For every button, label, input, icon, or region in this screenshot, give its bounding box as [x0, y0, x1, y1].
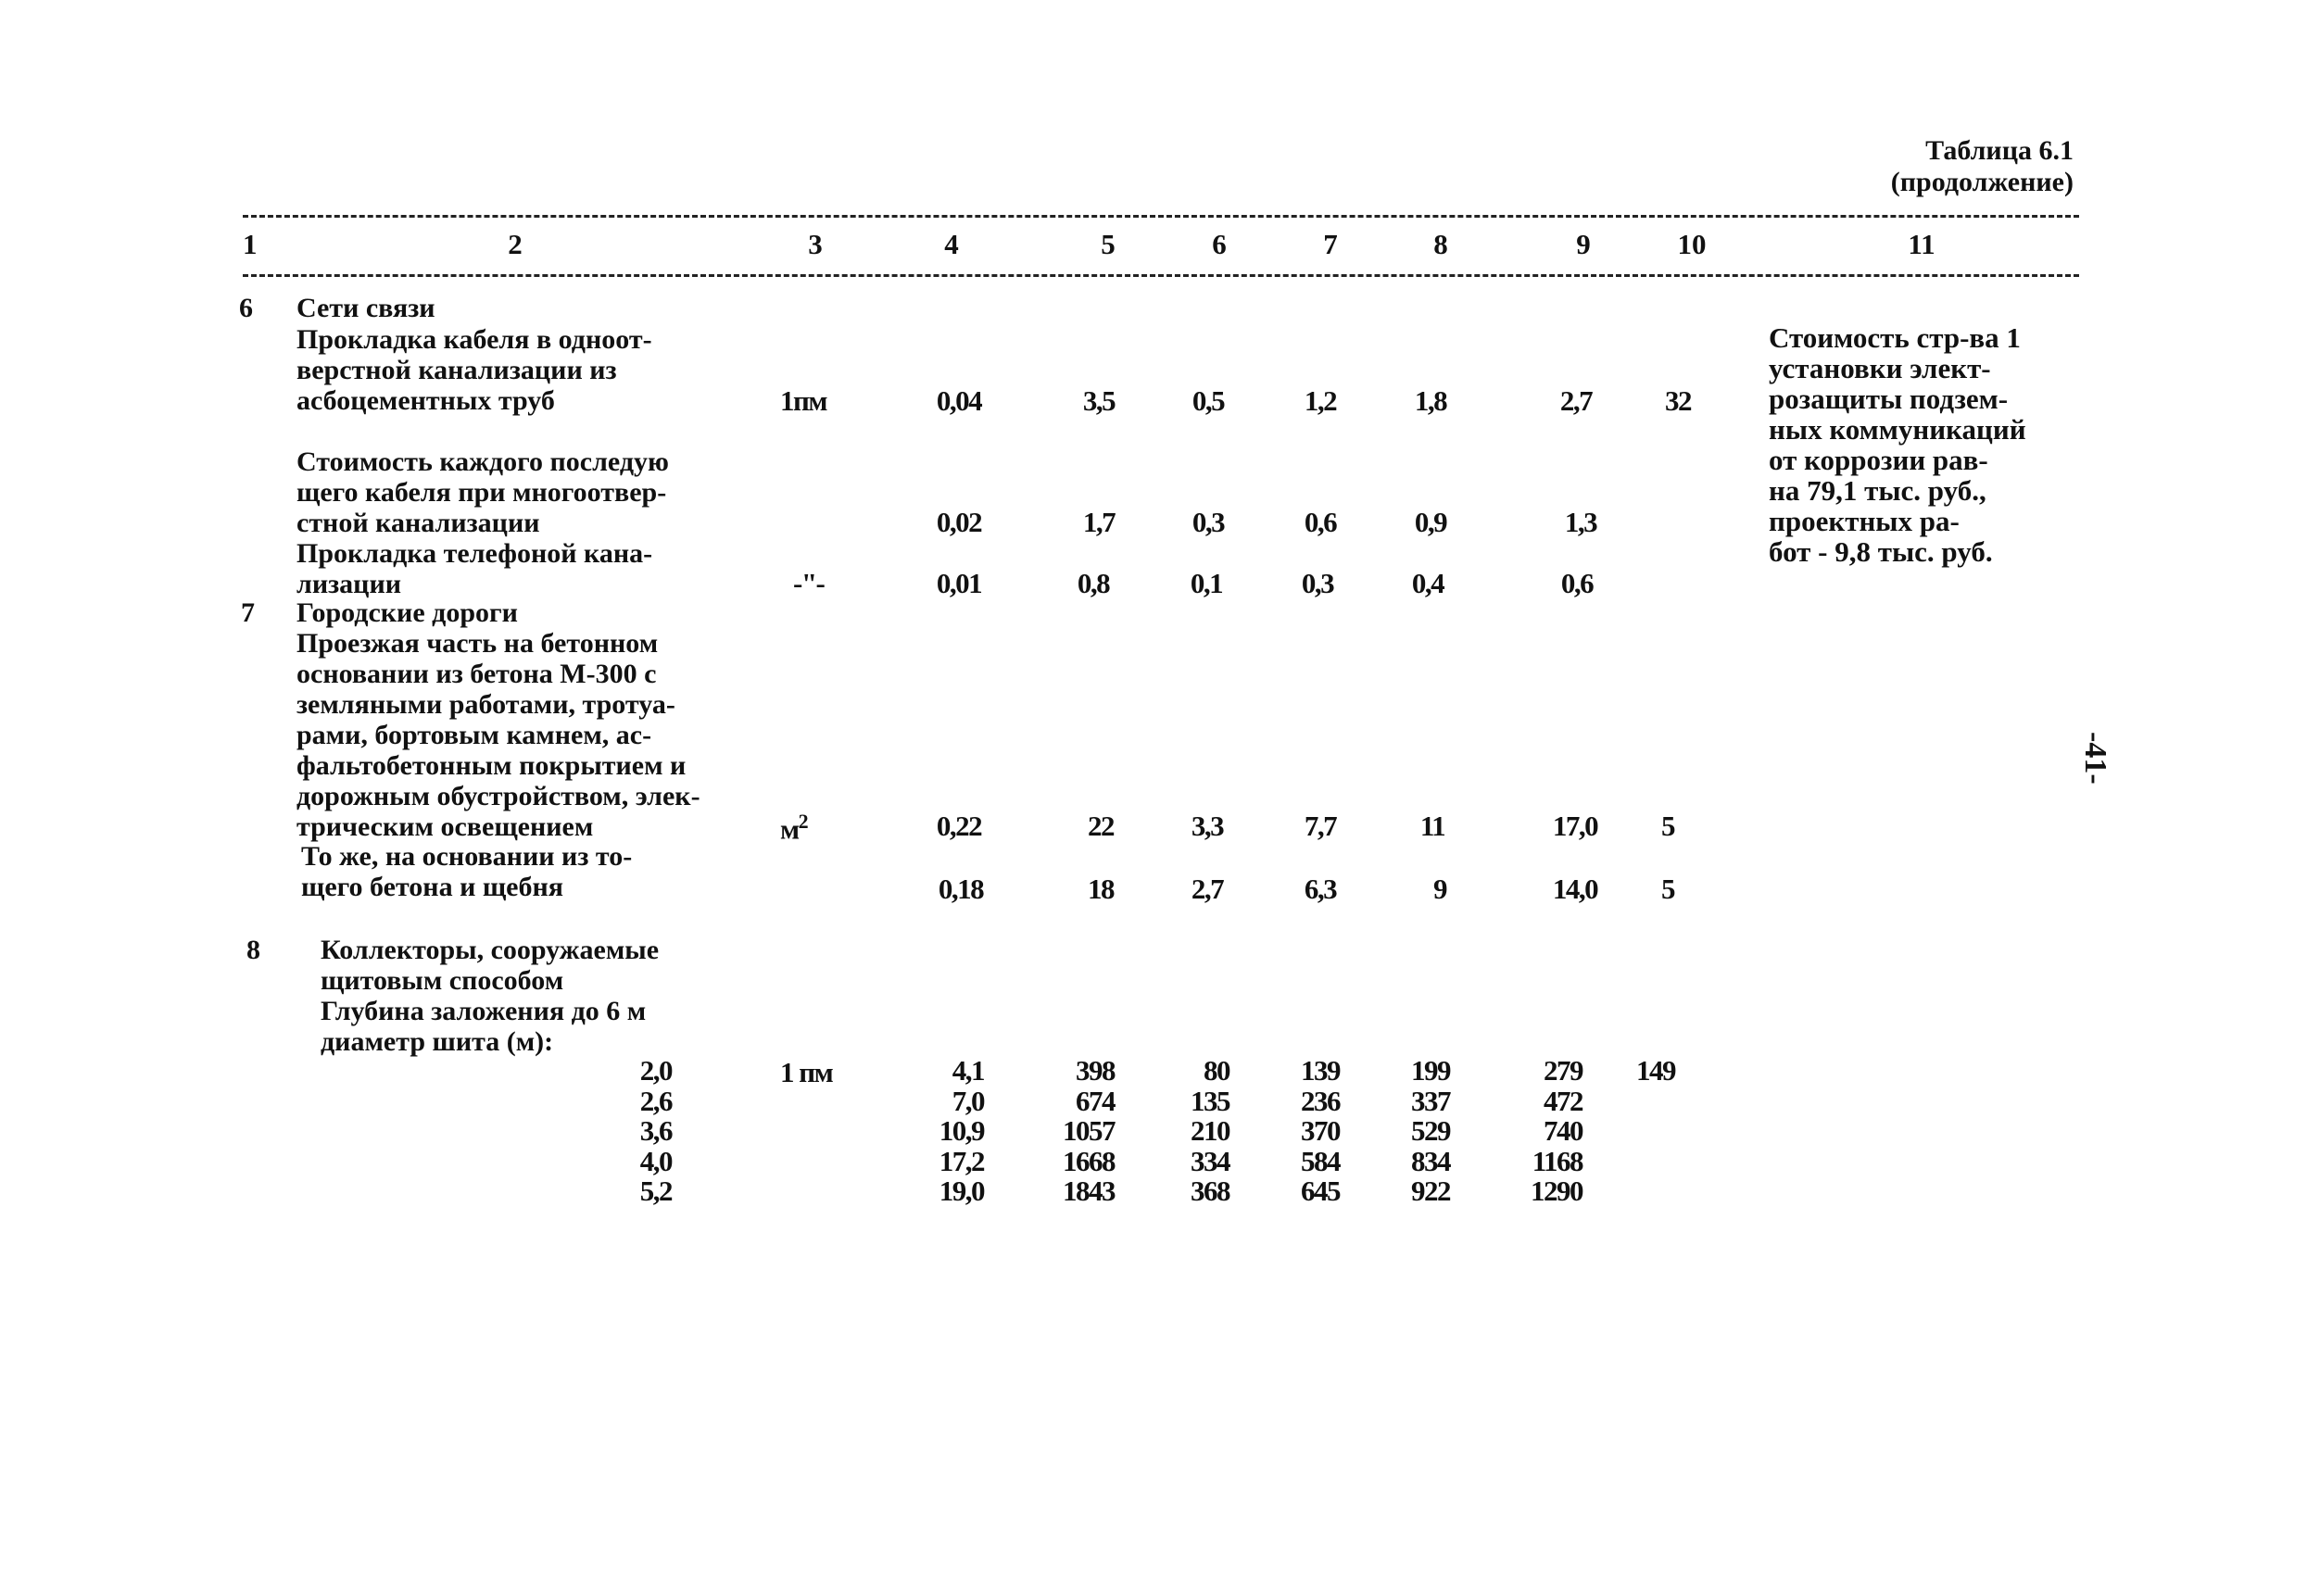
sec8-col4	[939, 1054, 1028, 1207]
header-col-11: 11	[1908, 228, 1935, 260]
value-cell: 645	[1301, 1175, 1340, 1207]
value-cell: 0,18	[938, 873, 984, 905]
value-cell: 9	[1433, 873, 1446, 905]
value-cell: 236	[1301, 1084, 1340, 1117]
note-line: бот - 9,8 тыс. руб.	[1769, 535, 1993, 568]
header-col-8: 8	[1433, 228, 1448, 260]
sec7-row1-desc	[296, 628, 700, 842]
sec6-row1-desc	[296, 324, 652, 416]
sec6-row2-desc	[296, 446, 669, 538]
header-col-7: 7	[1323, 228, 1338, 260]
value-cell: 1,3	[1564, 506, 1597, 538]
value-cell: 0,01	[936, 567, 982, 599]
description-line: земляными работами, тротуа-	[296, 689, 675, 720]
header-col-9: 9	[1576, 228, 1591, 260]
value-cell: 472	[1544, 1084, 1582, 1117]
value-cell: 1,7	[1082, 506, 1116, 538]
value-cell: 740	[1544, 1114, 1582, 1147]
description-line: диаметр шита (м):	[321, 1026, 554, 1057]
description-line: стной канализации	[296, 508, 540, 538]
value-cell: 2,7	[1191, 873, 1224, 905]
value-cell: 1843	[1063, 1175, 1115, 1207]
value-cell: 922	[1411, 1175, 1450, 1207]
header-col-1: 1	[243, 228, 258, 260]
description-line: фальтобетонным покрытием и	[296, 750, 687, 781]
sec6-title: Сети связи	[296, 293, 435, 323]
description-line: основании из бетона М-300 с	[296, 659, 657, 689]
value-cell: 0,3	[1192, 506, 1225, 538]
value-cell: 584	[1301, 1144, 1340, 1177]
value-cell: 0,6	[1304, 506, 1337, 538]
sec8-number: 8	[246, 935, 260, 965]
unit-cell: -"-	[793, 567, 825, 599]
value-cell: 0,8	[1077, 567, 1110, 599]
value-cell: 834	[1411, 1144, 1450, 1177]
value-cell: 19,0	[939, 1175, 984, 1207]
diameter-cell: 3,6	[639, 1114, 672, 1147]
value-cell: 80	[1204, 1054, 1229, 1087]
unit-cell: 1пм	[780, 384, 826, 417]
value-cell: 368	[1191, 1175, 1229, 1207]
note-line: проектных ра-	[1769, 505, 1960, 537]
value-cell: 11	[1419, 810, 1445, 842]
value-cell: 0,02	[936, 506, 982, 538]
value-cell: 1057	[1063, 1114, 1115, 1147]
unit-exponent: 2	[798, 810, 808, 833]
value-cell: 0,4	[1411, 567, 1444, 599]
header-col-4: 4	[944, 228, 959, 260]
table-top-rule	[243, 215, 2079, 218]
sec6-note	[1769, 322, 2026, 567]
value-cell: 10,9	[939, 1114, 984, 1147]
value-cell: 18	[1088, 873, 1114, 905]
value-cell: 139	[1301, 1054, 1340, 1087]
sec7-title: Городские дороги	[296, 597, 518, 628]
value-cell: 17,0	[1552, 810, 1598, 842]
value-cell: 1290	[1531, 1175, 1582, 1207]
note-line: установки элект-	[1769, 352, 1991, 384]
sec8-diameters	[639, 1054, 703, 1207]
description-line: Глубина заложения до 6 м	[321, 996, 647, 1026]
note-line: розащиты подзем-	[1769, 383, 2009, 415]
note-line: Стоимость стр-ва 1	[1769, 321, 2021, 354]
value-cell: 0,3	[1301, 567, 1334, 599]
description-line: щего бетона и щебня	[301, 872, 564, 902]
value-cell: 4,1	[952, 1054, 984, 1087]
sec7-number: 7	[241, 597, 255, 628]
note-line: на 79,1 тыс. руб.,	[1769, 474, 1986, 507]
description-line: Коллекторы, сооружаемые	[321, 935, 660, 965]
value-cell: 3,3	[1191, 810, 1224, 842]
description-line: трическим освещением	[296, 811, 594, 842]
description-line: Прокладка кабеля в одноот-	[296, 324, 652, 355]
diameter-cell: 2,6	[639, 1084, 672, 1117]
description-line: щитовым способом	[321, 965, 564, 996]
sec8-title	[321, 935, 659, 1057]
value-cell: 199	[1411, 1054, 1450, 1087]
sec7-row2-desc	[301, 841, 632, 902]
value-cell: 674	[1076, 1084, 1115, 1117]
diameter-cell: 2,0	[639, 1054, 672, 1087]
value-cell: 135	[1191, 1084, 1229, 1117]
description-line: щего кабеля при многоотвер-	[296, 477, 667, 508]
description-line: Проезжая часть на бетонном	[296, 628, 659, 659]
value-cell: 279	[1544, 1054, 1582, 1087]
sec8-col9	[1531, 1054, 1634, 1207]
sec8-col7	[1301, 1054, 1379, 1207]
sec6-row3-desc	[296, 538, 652, 599]
value-cell: 1168	[1532, 1144, 1582, 1177]
value-cell: 0,22	[936, 810, 982, 842]
value-cell: 14,0	[1552, 873, 1598, 905]
description-line: Прокладка телефоной кана-	[296, 538, 653, 569]
value-cell: 337	[1411, 1084, 1450, 1117]
value-cell: 370	[1301, 1114, 1340, 1147]
value-cell: 1,2	[1304, 384, 1337, 417]
description-line: То же, на основании из то-	[301, 841, 633, 872]
header-bottom-rule	[243, 274, 2079, 277]
sec8-col8	[1411, 1054, 1489, 1207]
sec8-col6	[1191, 1054, 1268, 1207]
note-line: от коррозии рав-	[1769, 444, 1988, 476]
unit-cell	[780, 810, 807, 846]
value-cell: 529	[1411, 1114, 1450, 1147]
header-col-10: 10	[1677, 228, 1707, 260]
table-caption	[1891, 135, 2074, 198]
value-cell: 6,3	[1304, 873, 1337, 905]
sec8-col5	[1063, 1054, 1166, 1207]
value-cell: 0,5	[1192, 384, 1225, 417]
diameter-cell: 5,2	[639, 1175, 672, 1207]
description-line: лизации	[296, 569, 402, 599]
value-cell: 149	[1636, 1054, 1675, 1087]
value-cell: 2,7	[1559, 384, 1593, 417]
header-col-5: 5	[1101, 228, 1116, 260]
description-line: дорожным обустройством, элек-	[296, 781, 700, 811]
value-cell: 22	[1088, 810, 1114, 842]
description-line: верстной канализации из	[296, 355, 617, 385]
header-col-6: 6	[1212, 228, 1227, 260]
note-line: ных коммуникаций	[1769, 413, 2026, 446]
value-cell: 398	[1076, 1054, 1115, 1087]
value-cell: 5	[1661, 810, 1674, 842]
table-caption-continued: (продолжение)	[1890, 167, 2074, 197]
sec8-col10	[1636, 1054, 1714, 1087]
description-line: асбоцементных труб	[296, 385, 555, 416]
page-number: -41-	[2078, 732, 2112, 785]
value-cell: 0,1	[1190, 567, 1223, 599]
value-cell: 0,6	[1560, 567, 1594, 599]
header-col-3: 3	[808, 228, 823, 260]
value-cell: 1668	[1063, 1144, 1115, 1177]
value-cell: 3,5	[1082, 384, 1116, 417]
sec8-unit: 1 пм	[780, 1056, 833, 1088]
header-col-2: 2	[508, 228, 523, 260]
value-cell: 7,0	[952, 1084, 984, 1117]
value-cell: 7,7	[1304, 810, 1337, 842]
description-line: рами, бортовым камнем, ас-	[296, 720, 652, 750]
value-cell: 0,04	[936, 384, 982, 417]
unit-text: м	[780, 812, 799, 846]
value-cell: 32	[1665, 384, 1691, 417]
value-cell: 5	[1661, 873, 1674, 905]
sec6-number: 6	[239, 293, 253, 323]
diameter-cell: 4,0	[639, 1144, 672, 1177]
description-line: Стоимость каждого последую	[296, 446, 669, 477]
table-caption-title: Таблица 6.1	[1925, 135, 2074, 166]
value-cell: 0,9	[1414, 506, 1447, 538]
value-cell: 210	[1191, 1114, 1229, 1147]
value-cell: 334	[1191, 1144, 1229, 1177]
value-cell: 1,8	[1414, 384, 1447, 417]
value-cell: 17,2	[939, 1144, 984, 1177]
